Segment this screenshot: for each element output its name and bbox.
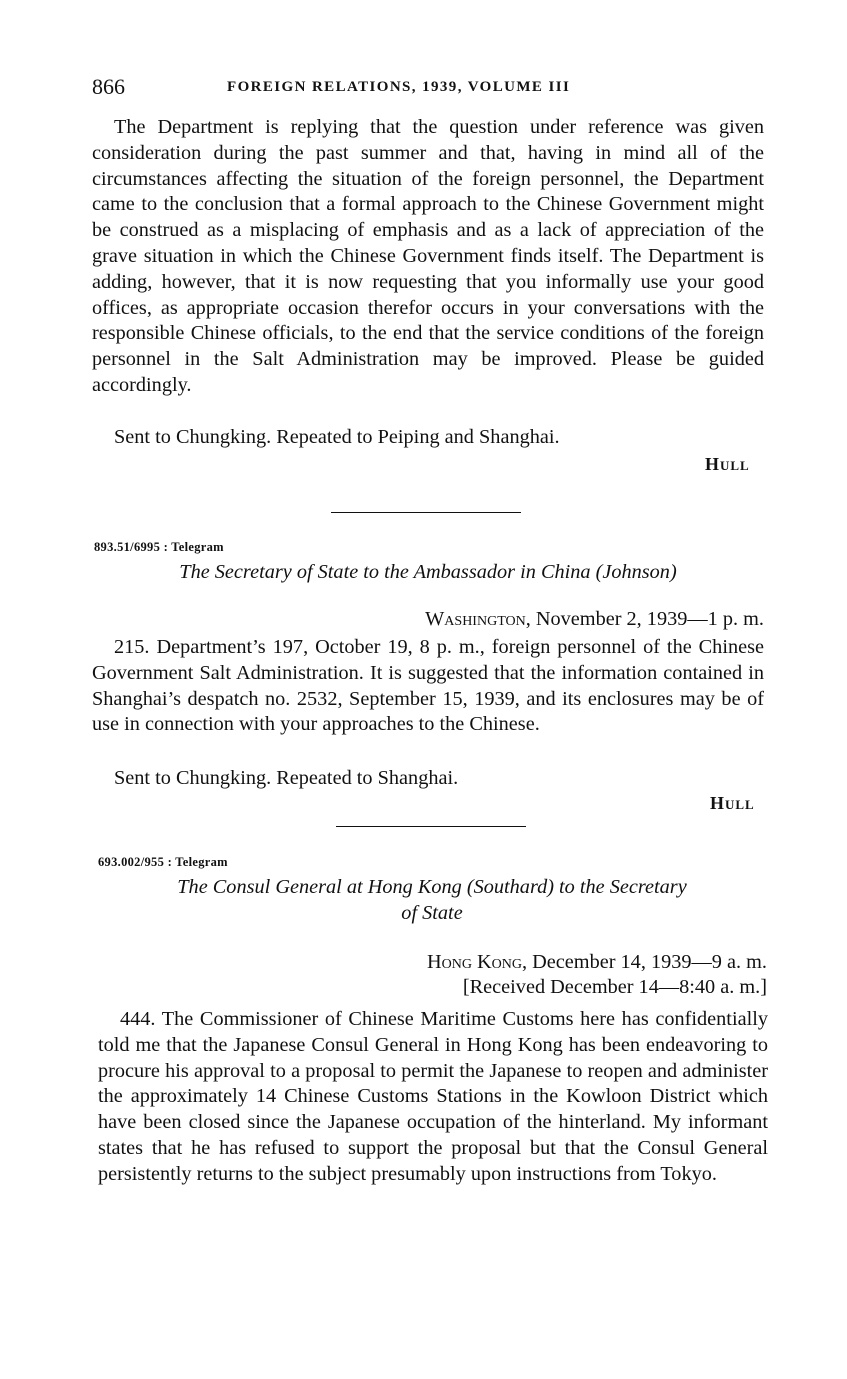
section1-paragraph1: The Department is replying that the question under reference was given consideration during the past summer and that, having in mind all of the circumstances affecting the situation of the foreign personnel, the Department came to the conclusion that a formal approach to the Chinese Government might be construed as a misplacing of emphasis and as a lack of appreciation of the grave situation in which the Chinese Government finds itself. The Department is adding, however, that it is now requesting that you informally use your good offices, as appropriate occasion therefor occurs in your conversations with the responsible Chinese officials, to the end that the service conditions of the foreign personnel in the Salt Administration may be improved. Please be guided accordingly. <box>92 116 764 396</box>
section3-received: [Received December 14—8:40 a. m.] <box>462 976 767 998</box>
section2-dateline <box>300 607 764 633</box>
section3-dateline <box>300 950 767 976</box>
section3-dateline-rest: , December 14, 1939—9 a. m. <box>522 951 767 973</box>
section2-dateline-place: Washington <box>425 608 526 630</box>
section3-file-number: 693.002/955 : Telegram <box>98 855 228 869</box>
section2-file-number: 893.51/6995 : Telegram <box>94 540 224 554</box>
section3-title-line1: The Consul General at Hong Kong (Southard) to the Secretary <box>177 876 687 898</box>
section2-dateline-rest: , November 2, 1939—1 p. m. <box>525 608 764 630</box>
section2-paragraph1: 215. Department’s 197, October 19, 8 p. m., foreign personnel of the Chinese Government Salt Administration. It is suggested that the information contained in Shanghai’s despatch no. 2532, September 15, 1939, and its enclosures may be of use in connection with your approaches to the Chinese. <box>92 636 764 736</box>
page-number: 866 <box>92 74 125 99</box>
section2-paragraph2: Sent to Chungking. Repeated to Shanghai. <box>114 767 459 789</box>
running-head: FOREIGN RELATIONS, 1939, VOLUME III <box>227 79 571 95</box>
section3-paragraph1: 444. The Commissioner of Chinese Maritime Customs here has confidentially told me that the Japanese Consul General in Hong Kong has been endeavoring to procure his approval to a proposal to permit the Japanese to reopen and administer the approximately 14 Chinese Customs Stations in the Kowloon District which have been closed since the Japanese occupation of the hinterland. My informant states that he has refused to support the proposal but that the Consul General persistently returns to the subject presumably upon instructions from Tokyo. <box>98 1008 768 1185</box>
section1-paragraph2: Sent to Chungking. Repeated to Peiping and Shanghai. <box>114 426 560 448</box>
section2-title: The Secretary of State to the Ambassador in China (Johnson) <box>179 561 677 583</box>
section3-dateline-place: Hong Kong <box>426 951 522 973</box>
section3-title-line2: of State <box>401 902 463 924</box>
section2-signature: Hull <box>710 793 755 813</box>
section3-title <box>100 874 764 926</box>
section-divider-1 <box>331 512 521 513</box>
section1-signature: Hull <box>705 454 750 474</box>
page-header <box>92 72 772 102</box>
section-divider-2 <box>336 826 526 827</box>
